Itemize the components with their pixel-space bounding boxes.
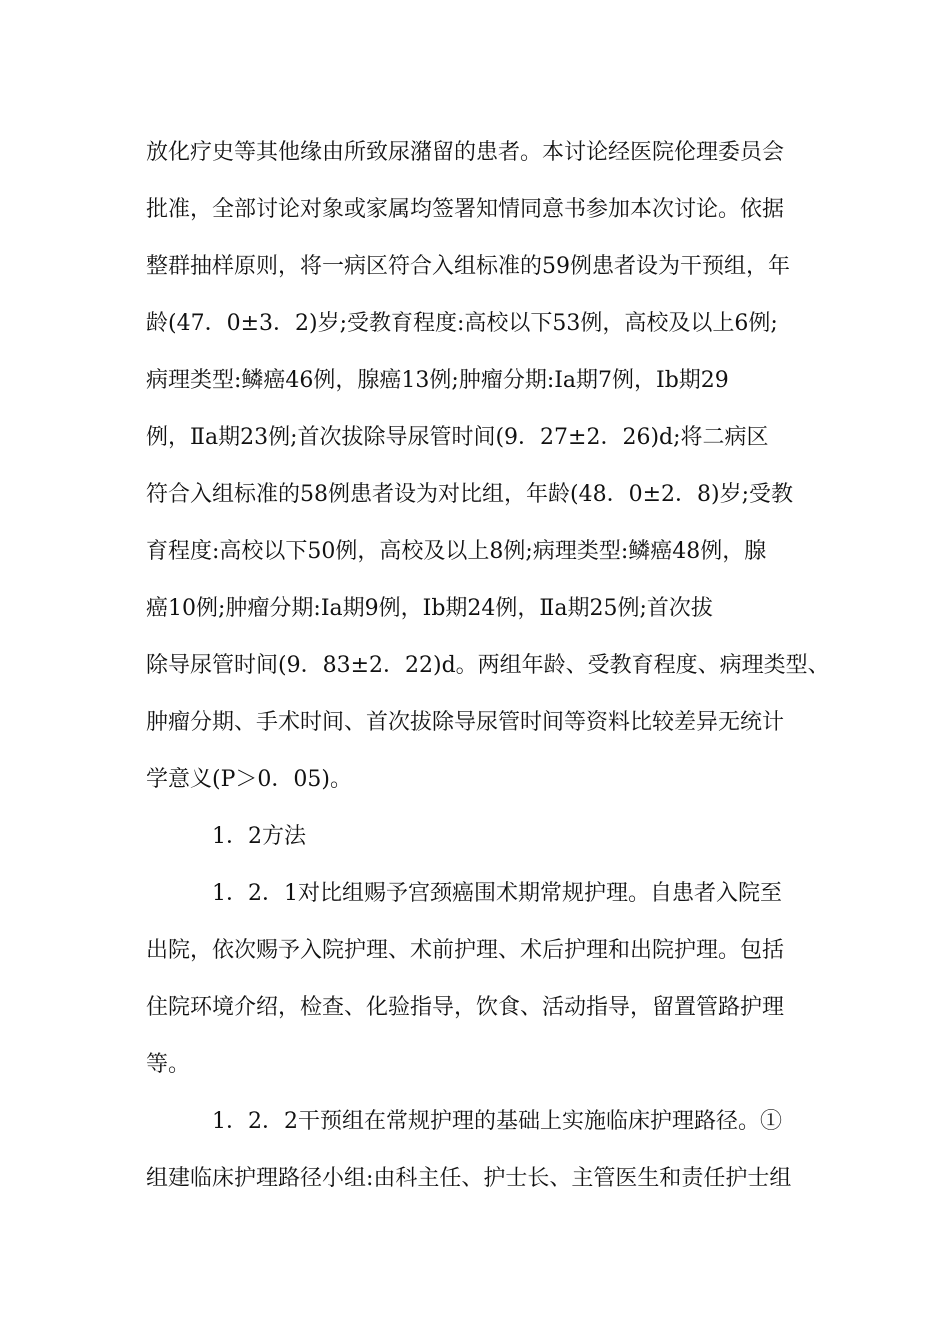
text-line: 例，Ⅱa期23例;首次拔除导尿管时间(9．27±2．26)d;将二病区	[146, 425, 769, 450]
text-line: 癌10例;肿瘤分期:Ⅰa期9例，Ⅰb期24例，Ⅱa期25例;首次拔	[146, 596, 713, 621]
text-line: 学意义(P＞0．05)。	[146, 767, 352, 792]
text-line: 放化疗史等其他缘由所致尿潴留的患者。本讨论经医院伦理委员会	[146, 140, 785, 165]
text-line: 符合入组标准的58例患者设为对比组，年龄(48．0±2．8)岁;受教	[146, 482, 793, 507]
text-line: 1．2．1对比组赐予宫颈癌围术期常规护理。自患者入院至	[212, 881, 782, 906]
text-line: 1．2．2干预组在常规护理的基础上实施临床护理路径。①	[212, 1109, 782, 1134]
section-heading: 1．2方法	[212, 824, 306, 849]
text-line: 育程度:高校以下50例，高校及以上8例;病理类型:鳞癌48例，腺	[146, 539, 767, 564]
text-line: 批准，全部讨论对象或家属均签署知情同意书参加本次讨论。依据	[146, 197, 785, 222]
text-line: 住院环境介绍，检查、化验指导，饮食、活动指导，留置管路护理	[146, 995, 785, 1020]
text-line: 组建临床护理路径小组:由科主任、护士长、主管医生和责任护士组	[146, 1166, 792, 1191]
text-line: 除导尿管时间(9．83±2．22)d。两组年龄、受教育程度、病理类型、	[146, 653, 830, 678]
text-line: 病理类型:鳞癌46例，腺癌13例;肿瘤分期:Ⅰa期7例，Ⅰb期29	[146, 368, 729, 393]
text-line: 等。	[146, 1052, 191, 1077]
text-line: 龄(47．0±3．2)岁;受教育程度:高校以下53例，高校及以上6例;	[146, 311, 778, 336]
text-line: 整群抽样原则，将一病区符合入组标准的59例患者设为干预组，年	[146, 254, 790, 279]
text-line: 出院，依次赐予入院护理、术前护理、术后护理和出院护理。包括	[146, 938, 785, 963]
text-line: 肿瘤分期、手术时间、首次拔除导尿管时间等资料比较差异无统计	[146, 710, 785, 735]
